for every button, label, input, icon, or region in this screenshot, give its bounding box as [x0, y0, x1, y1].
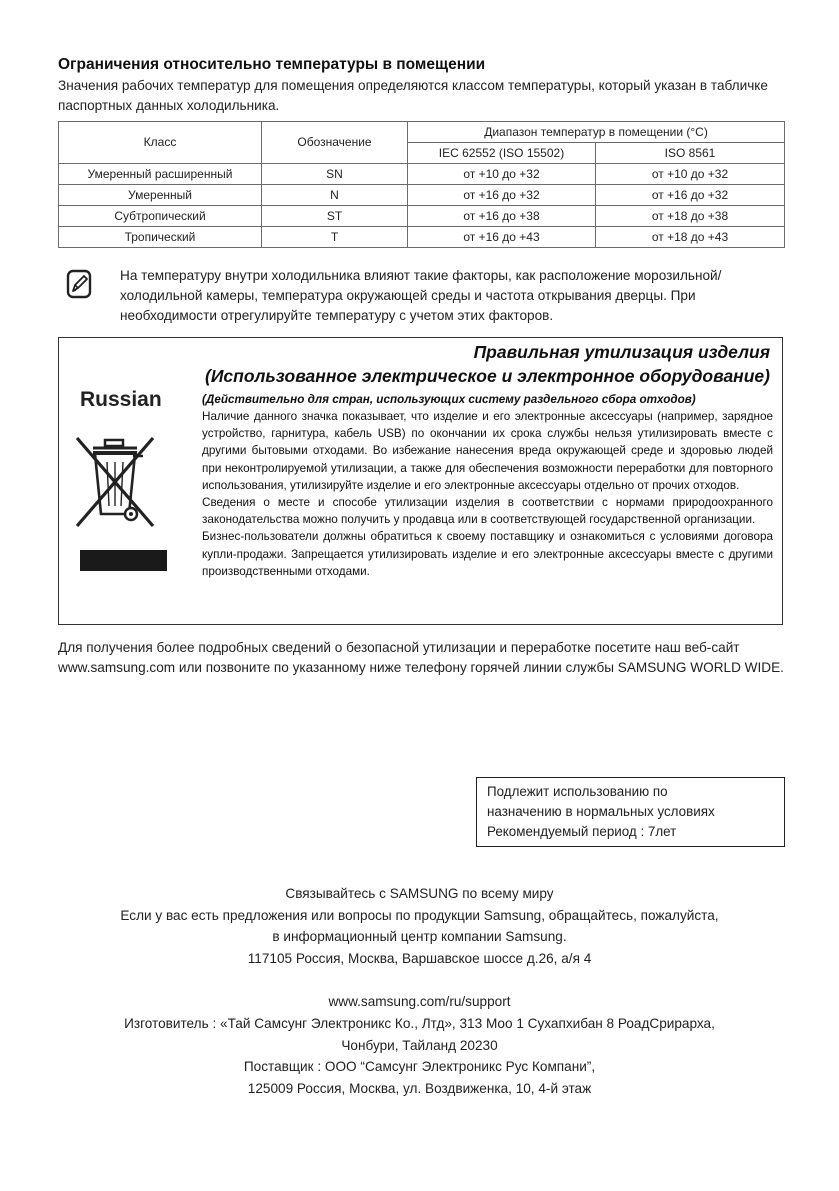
contact-text: Для получения более подробных сведений о безопасной утилизации и переработке посетите наш веб-сайт www.samsung.com или позвоните по указанному ниже телефону горячей линии службы SAMSUNG WORLD WIDE.	[58, 640, 784, 675]
footer-line-2: Если у вас есть предложения или вопросы по продукции Samsung, обращайтесь, пожалуйста,	[120, 907, 719, 923]
recycling-body	[202, 408, 773, 580]
cell-iec: от +10 до +32	[408, 164, 596, 185]
recycling-subtitle: (Действительно для стран, использующих систему раздельного сбора отходов)	[202, 393, 696, 406]
cell-iso: от +18 до +38	[596, 206, 785, 227]
section-title: Ограничения относительно температуры в помещении	[58, 56, 486, 73]
header-range: Диапазон температур в помещении (°C)	[408, 122, 785, 143]
footer-line-4: 117105 Россия, Москва, Варшавское шоссе д.26, а/я 4	[247, 950, 592, 966]
usage-line-3: Рекомендуемый период : 7лет	[487, 824, 677, 839]
recycling-title: Правильная утилизация изделия	[473, 342, 770, 362]
footer-line-8: Поставщик : ООО “Самсунг Электроникс Рус Компани”,	[243, 1059, 596, 1075]
crossed-out-wheelie-bin-icon	[71, 426, 159, 534]
cell-iso: от +18 до +43	[596, 227, 785, 248]
footer-line-7: Чонбури, Тайланд 20230	[341, 1037, 498, 1053]
section-intro: Значения рабочих температур для помещения определяются классом температуры, который указан в табличке паспортных данных холодильника.	[58, 78, 768, 113]
usage-line-2: назначению в нормальных условиях	[487, 804, 715, 819]
cell-class: Умеренный	[59, 185, 262, 206]
cell-code: N	[262, 185, 408, 206]
table-row	[59, 185, 785, 206]
cell-iec: от +16 до +38	[408, 206, 596, 227]
cell-class: Умеренный расширенный	[59, 164, 262, 185]
cell-code: ST	[262, 206, 408, 227]
usage-line-1: Подлежит использованию по	[487, 784, 668, 799]
language-label: Russian	[80, 388, 162, 411]
table-row	[59, 164, 785, 185]
footer-line-6: Изготовитель : «Тай Самсунг Электроникс Ко., Лтд», 313 Моо 1 Сухапхибан 8 РоадСрирарха,	[124, 1015, 715, 1031]
footer-line-3: в информационный центр компании Samsung.	[272, 929, 567, 945]
cell-iso: от +10 до +32	[596, 164, 785, 185]
cell-iec: от +16 до +32	[408, 185, 596, 206]
recycling-paragraph-3: Бизнес-пользователи должны обратиться к своему поставщику и ознакомиться с условиями договора купли-продажи. Запрещается утилизировать изделие и его электронные аксессуары вместе с другими производственными отходами.	[202, 530, 773, 578]
footer-line-9: 125009 Россия, Москва, ул. Воздвиженка, 10, 4-й этаж	[247, 1080, 592, 1096]
table-row	[59, 206, 785, 227]
cell-code: SN	[262, 164, 408, 185]
header-class: Класс	[59, 122, 262, 164]
footer-line-1: Связывайтесь с SAMSUNG по всему миру	[285, 886, 554, 901]
recycling-box	[58, 337, 783, 625]
cell-code: T	[262, 227, 408, 248]
footer	[0, 883, 839, 1099]
cell-iso: от +16 до +32	[596, 185, 785, 206]
temperature-table	[58, 121, 785, 248]
footer-website[interactable]: www.samsung.com/ru/support	[328, 994, 511, 1010]
footer-gap	[0, 969, 839, 991]
header-iso: ISO 8561	[596, 143, 785, 164]
cell-class: Субтропический	[59, 206, 262, 227]
recycling-paragraph-1: Наличие данного значка показывает, что изделие и его электронные аксессуары (например, зарядное устройство, гарнитура, кабель USB) по окончании их срока службы нельзя утилизировать вместе с другими бытовыми отходами. Во избежание нанесения вреда окружающей среде и здоровью людей при неконтролируемой утилизации, а также для обеспечения возможности переработки для повторного использования, утилизируйте изделие и его электронные аксессуары отдельно от прочих отходов.	[202, 410, 773, 492]
black-bar	[80, 550, 167, 571]
header-designation: Обозначение	[262, 122, 408, 164]
table-row	[59, 227, 785, 248]
recycling-title-sub: (Использованное электрическое и электронное оборудование)	[205, 366, 770, 386]
note-text: На температуру внутри холодильника влияют такие факторы, как расположение морозильной/холодильной камеры, температура окружающей среды и частота открывания дверцы. При необходимости отрегулируйте температуру с учетом этих факторов.	[120, 268, 722, 323]
usage-box	[476, 777, 785, 847]
cell-iec: от +16 до +43	[408, 227, 596, 248]
note-pencil-icon	[66, 269, 92, 299]
cell-class: Тропический	[59, 227, 262, 248]
recycling-paragraph-2: Сведения о месте и способе утилизации изделия в соответствии с нормами природоохранного законодательства можно получить у продавца или в соответствующей государственной организации.	[202, 496, 773, 527]
header-iec: IEC 62552 (ISO 15502)	[408, 143, 596, 164]
